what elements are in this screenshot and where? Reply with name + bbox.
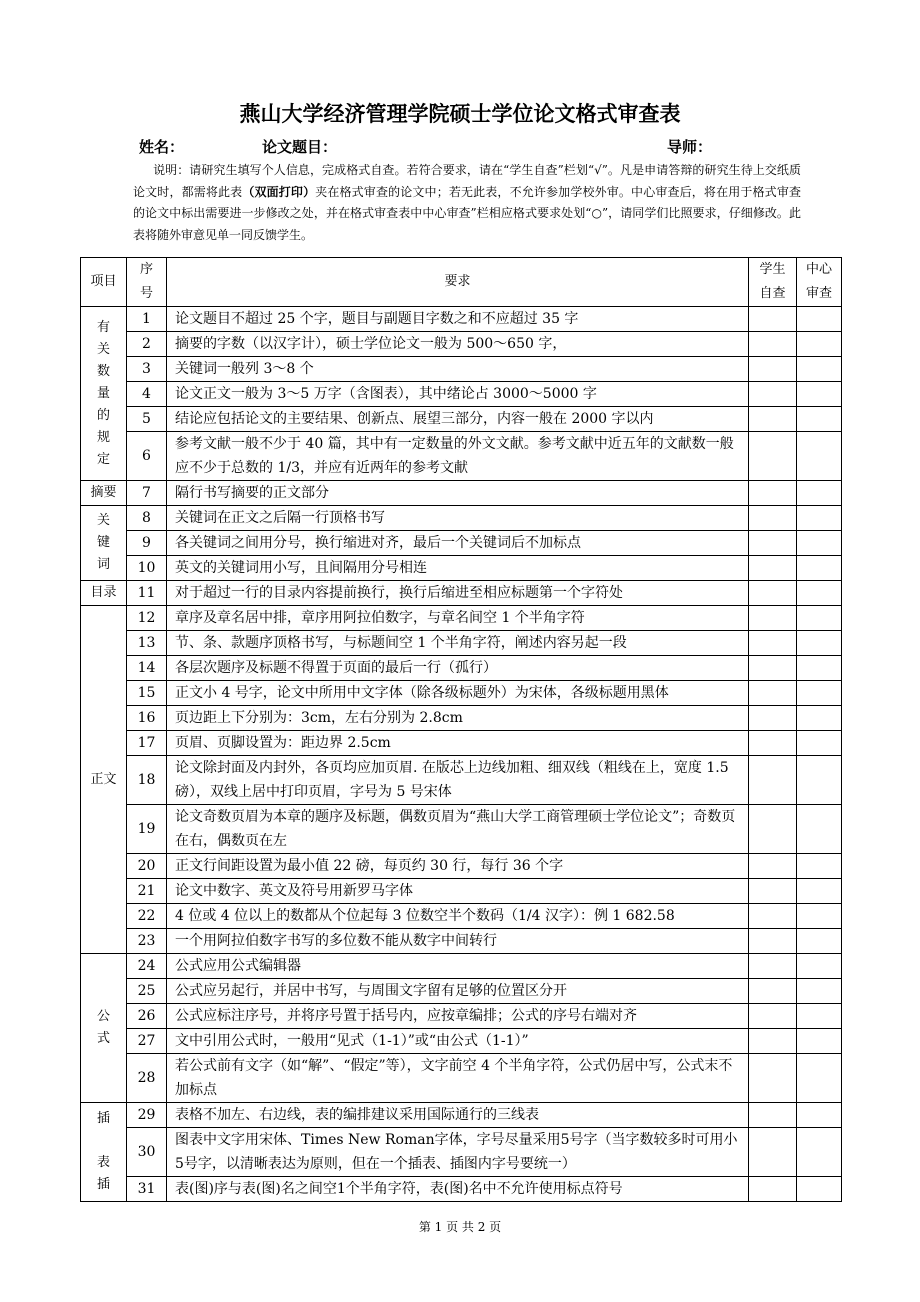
row-number: 15 [127, 681, 167, 706]
table-row [81, 954, 842, 979]
self-check-cell[interactable] [749, 706, 797, 731]
section-figure [81, 1103, 127, 1202]
self-check-cell[interactable] [749, 606, 797, 631]
row-number: 20 [127, 854, 167, 879]
section-char: 键 [96, 535, 110, 550]
row-requirement: 节、条、款题序顶格书写，与标题间空 1 个半角字符，阐述内容另起一段 [167, 631, 749, 656]
row-number: 2 [127, 332, 167, 357]
row-number: 26 [127, 1004, 167, 1029]
self-check-cell[interactable] [749, 382, 797, 407]
center-review-cell[interactable] [797, 307, 842, 332]
instructions-bold: （双面打印） [242, 184, 316, 199]
table-row [81, 631, 842, 656]
section-char: 关 [96, 341, 110, 357]
header-row [81, 258, 842, 307]
instructions [133, 160, 801, 246]
row-number: 22 [127, 904, 167, 929]
section-char: 的 [96, 407, 110, 423]
self-check-cell[interactable] [749, 854, 797, 879]
table-row [81, 929, 842, 954]
row-number: 11 [127, 581, 167, 606]
row-requirement: 论文中数字、英文及符号用新罗马字体 [167, 879, 749, 904]
self-check-cell[interactable] [749, 1004, 797, 1029]
center-review-cell[interactable] [797, 1128, 842, 1177]
section-formula [81, 954, 127, 1103]
self-check-cell[interactable] [749, 631, 797, 656]
self-check-cell[interactable] [749, 1029, 797, 1054]
table-row [81, 382, 842, 407]
center-review-cell[interactable] [797, 756, 842, 805]
self-check-cell[interactable] [749, 481, 797, 506]
table-row [81, 756, 842, 805]
self-check-cell[interactable] [749, 1054, 797, 1103]
center-review-cell[interactable] [797, 332, 842, 357]
row-number: 7 [127, 481, 167, 506]
self-check-cell[interactable] [749, 581, 797, 606]
row-number: 17 [127, 731, 167, 756]
center-review-cell[interactable] [797, 681, 842, 706]
table-row [81, 1103, 842, 1128]
center-review-cell[interactable] [797, 979, 842, 1004]
row-number: 18 [127, 756, 167, 805]
row-number: 23 [127, 929, 167, 954]
table-row [81, 1128, 842, 1177]
row-requirement: 隔行书写摘要的正文部分 [167, 481, 749, 506]
row-requirement: 论文题目不超过 25 个字，题目与副题目字数之和不应超过 35 字 [167, 307, 749, 332]
center-review-cell[interactable] [797, 879, 842, 904]
row-requirement: 各关键词之间用分号，换行缩进对齐，最后一个关键词后不加标点 [167, 531, 749, 556]
center-review-cell[interactable] [797, 556, 842, 581]
row-requirement: 页眉、页脚设置为：距边界 2.5cm [167, 731, 749, 756]
row-requirement: 章序及章名居中排，章序用阿拉伯数字，与章名间空 1 个半角字符 [167, 606, 749, 631]
row-number: 13 [127, 631, 167, 656]
section-char: 关 [96, 513, 110, 528]
row-number: 25 [127, 979, 167, 1004]
row-number: 8 [127, 506, 167, 531]
row-requirement: 论文正文一般为 3～5 万字（含图表），其中绪论占 3000～5000 字 [167, 382, 749, 407]
row-requirement: 表格不加左、右边线，表的编排建议采用国际通行的三线表 [167, 1103, 749, 1128]
header-center-review: 中心 审查 [797, 258, 842, 307]
center-review-cell[interactable] [797, 606, 842, 631]
self-check-cell[interactable] [749, 805, 797, 854]
row-number: 21 [127, 879, 167, 904]
table-row [81, 357, 842, 382]
form-title: 燕山大学经济管理学院硕士学位论文格式审查表 [239, 102, 681, 126]
center-review-cell[interactable] [797, 954, 842, 979]
thesis-title-label: 论文题目： [262, 138, 338, 156]
table-row [81, 681, 842, 706]
center-review-cell[interactable] [797, 481, 842, 506]
center-review-cell[interactable] [797, 1054, 842, 1103]
section-char: 表 [96, 1155, 110, 1170]
table-row [81, 731, 842, 756]
center-review-cell[interactable] [797, 531, 842, 556]
table-row [81, 581, 842, 606]
format-review-table [80, 257, 842, 1202]
self-check-cell[interactable] [749, 506, 797, 531]
row-requirement: 公式应用公式编辑器 [167, 954, 749, 979]
center-review-cell[interactable] [797, 631, 842, 656]
section-char: 词 [96, 557, 110, 572]
row-number: 4 [127, 382, 167, 407]
center-review-cell[interactable] [797, 656, 842, 681]
self-check-cell[interactable] [749, 357, 797, 382]
center-review-cell[interactable] [797, 1103, 842, 1128]
table-row [81, 904, 842, 929]
row-requirement: 若公式前有文字（如“解”、“假定”等），文字前空 4 个半角字符，公式仍居中写，公式末不加标点 [167, 1054, 749, 1103]
self-check-cell[interactable] [749, 904, 797, 929]
section-char: 规 [96, 429, 110, 445]
section-abstract: 摘要 [81, 481, 127, 506]
row-number: 29 [127, 1103, 167, 1128]
center-review-cell[interactable] [797, 382, 842, 407]
center-review-cell[interactable] [797, 1177, 842, 1202]
row-requirement: 摘要的字数（以汉字计），硕士学位论文一般为 500～650 字， [167, 332, 749, 357]
row-number: 16 [127, 706, 167, 731]
row-number: 28 [127, 1054, 167, 1103]
table-row [81, 307, 842, 332]
row-requirement: 关键词一般列 3～8 个 [167, 357, 749, 382]
row-number: 27 [127, 1029, 167, 1054]
table-row [81, 879, 842, 904]
center-review-cell[interactable] [797, 929, 842, 954]
row-requirement: 论文奇数页眉为本章的题序及标题，偶数页眉为“燕山大学工商管理硕士学位论文”；奇数页在右，偶数页在左 [167, 805, 749, 854]
section-char: 公 [96, 1009, 110, 1024]
self-check-cell[interactable] [749, 979, 797, 1004]
row-requirement: 英文的关键词用小写，且间隔用分号相连 [167, 556, 749, 581]
section-char: 式 [96, 1031, 110, 1046]
row-requirement: 正文小 4 号字，论文中所用中文字体（除各级标题外）为宋体，各级标题用黑体 [167, 681, 749, 706]
row-requirement: 表(图)序与表(图)名之间空1个半角字符，表(图)名中不允许使用标点符号 [167, 1177, 749, 1202]
row-number: 14 [127, 656, 167, 681]
row-requirement: 文中引用公式时，一般用“见式（1-1）”或“由公式（1-1）” [167, 1029, 749, 1054]
section-char: 有 [96, 319, 110, 335]
header-self-check: 学生 自查 [749, 258, 797, 307]
center-review-cell[interactable] [797, 1004, 842, 1029]
table-row [81, 854, 842, 879]
section-char: 量 [96, 385, 110, 401]
row-requirement: 正文行间距设置为最小值 22 磅，每页约 30 行，每行 36 个字 [167, 854, 749, 879]
section-quantity [81, 307, 127, 481]
row-number: 5 [127, 407, 167, 432]
section-toc: 目录 [81, 581, 127, 606]
row-requirement: 公式应另起行，并居中书写，与周围文字留有足够的位置区分开 [167, 979, 749, 1004]
row-number: 24 [127, 954, 167, 979]
row-number: 10 [127, 556, 167, 581]
section-body: 正文 [81, 606, 127, 954]
row-number: 1 [127, 307, 167, 332]
table-row [81, 531, 842, 556]
self-check-cell[interactable] [749, 332, 797, 357]
row-requirement: 一个用阿拉伯数字书写的多位数不能从数字中间转行 [167, 929, 749, 954]
page-footer: 第 1 页 共 2 页 [418, 1220, 502, 1234]
advisor-label: 导师： [667, 138, 713, 156]
center-review-cell[interactable] [797, 432, 842, 481]
self-check-cell[interactable] [749, 756, 797, 805]
self-check-cell[interactable] [749, 656, 797, 681]
table-row [81, 656, 842, 681]
row-requirement: 各层次题序及标题不得置于页面的最后一行（孤行） [167, 656, 749, 681]
row-requirement: 关键词在正文之后隔一行顶格书写 [167, 506, 749, 531]
header-requirement: 要求 [167, 258, 749, 307]
center-review-cell[interactable] [797, 805, 842, 854]
table-row [81, 556, 842, 581]
row-requirement: 参考文献一般不少于 40 篇，其中有一定数量的外文文献。参考文献中近五年的文献数一般应不少于总数的 1/3，并应有近两年的参考文献 [167, 432, 749, 481]
center-review-cell[interactable] [797, 904, 842, 929]
table-row [81, 1054, 842, 1103]
section-keywords [81, 506, 127, 581]
header-item: 项目 [81, 258, 127, 307]
row-number: 6 [127, 432, 167, 481]
row-number: 31 [127, 1177, 167, 1202]
table-row [81, 1004, 842, 1029]
self-check-cell[interactable] [749, 954, 797, 979]
self-check-cell[interactable] [749, 879, 797, 904]
center-review-cell[interactable] [797, 506, 842, 531]
self-check-cell[interactable] [749, 1128, 797, 1177]
center-review-cell[interactable] [797, 357, 842, 382]
table-row [81, 706, 842, 731]
table-row [81, 1177, 842, 1202]
self-check-cell[interactable] [749, 681, 797, 706]
instructions-part-1: 说明：请研究生填写个人信息，完成格式自查。若符合要求，请在“学生自查”栏划“√”。凡是申请答辩的研究生待上交纸质论文时，都需将此表 [133, 163, 801, 199]
table-row [81, 332, 842, 357]
row-number: 3 [127, 357, 167, 382]
self-check-cell[interactable] [749, 929, 797, 954]
table-row [81, 1029, 842, 1054]
row-requirement: 页边距上下分别为：3cm，左右分别为 2.8cm [167, 706, 749, 731]
self-check-cell[interactable] [749, 432, 797, 481]
center-review-cell[interactable] [797, 1029, 842, 1054]
name-label: 姓名： [139, 138, 185, 156]
table-row [81, 506, 842, 531]
self-check-cell[interactable] [749, 731, 797, 756]
center-review-cell[interactable] [797, 731, 842, 756]
self-check-cell[interactable] [749, 1103, 797, 1128]
self-check-cell[interactable] [749, 556, 797, 581]
row-requirement: 图表中文字用宋体、Times New Roman字体，字号尽量采用5号字（当字数较多时可用小5号字，以清晰表达为原则，但在一个插表、插图内字号要统一） [167, 1128, 749, 1177]
row-requirement: 4 位或 4 位以上的数都从个位起每 3 位数空半个数码（1/4 汉字）：例 1 682.58 [167, 904, 749, 929]
table-row [81, 606, 842, 631]
self-check-cell[interactable] [749, 1177, 797, 1202]
row-requirement: 论文除封面及内封外，各页均应加页眉. 在版芯上边线加粗、细双线（粗线在上，宽度 1.5 磅），双线上居中打印页眉，字号为 5 号宋体 [167, 756, 749, 805]
row-number: 9 [127, 531, 167, 556]
self-check-cell[interactable] [749, 407, 797, 432]
section-char: 数 [96, 363, 110, 379]
row-requirement: 对于超过一行的目录内容提前换行，换行后缩进至相应标题第一个字符处 [167, 581, 749, 606]
self-check-cell[interactable] [749, 531, 797, 556]
row-number: 19 [127, 805, 167, 854]
table-row [81, 407, 842, 432]
section-char: 插 [96, 1177, 110, 1192]
table-row [81, 979, 842, 1004]
center-review-cell[interactable] [797, 706, 842, 731]
center-review-cell[interactable] [797, 854, 842, 879]
section-char: 插 [96, 1111, 110, 1126]
row-number: 12 [127, 606, 167, 631]
center-review-cell[interactable] [797, 407, 842, 432]
self-check-cell[interactable] [749, 307, 797, 332]
instructions-part-2: 夹在格式审查的论文中；若无此表，不允许参加学校外审。中心审查后，将在用于格式审查的论文中标出需要进一步修改之处，并在格式审查表中中心审查”栏相应格式要求处划“○”，请同学们比照要求，仔细修改。此表将随外审意见单一同反馈学生。 [133, 184, 801, 242]
row-requirement: 结论应包括论文的主要结果、创新点、展望三部分，内容一般在 2000 字以内 [167, 407, 749, 432]
section-char: 定 [96, 451, 110, 467]
table-row [81, 805, 842, 854]
row-number: 30 [127, 1128, 167, 1177]
table-row [81, 432, 842, 481]
center-review-cell[interactable] [797, 581, 842, 606]
table-row [81, 481, 842, 506]
header-seq: 序 号 [127, 258, 167, 307]
row-requirement: 公式应标注序号，并将序号置于括号内，应按章编排；公式的序号右端对齐 [167, 1004, 749, 1029]
